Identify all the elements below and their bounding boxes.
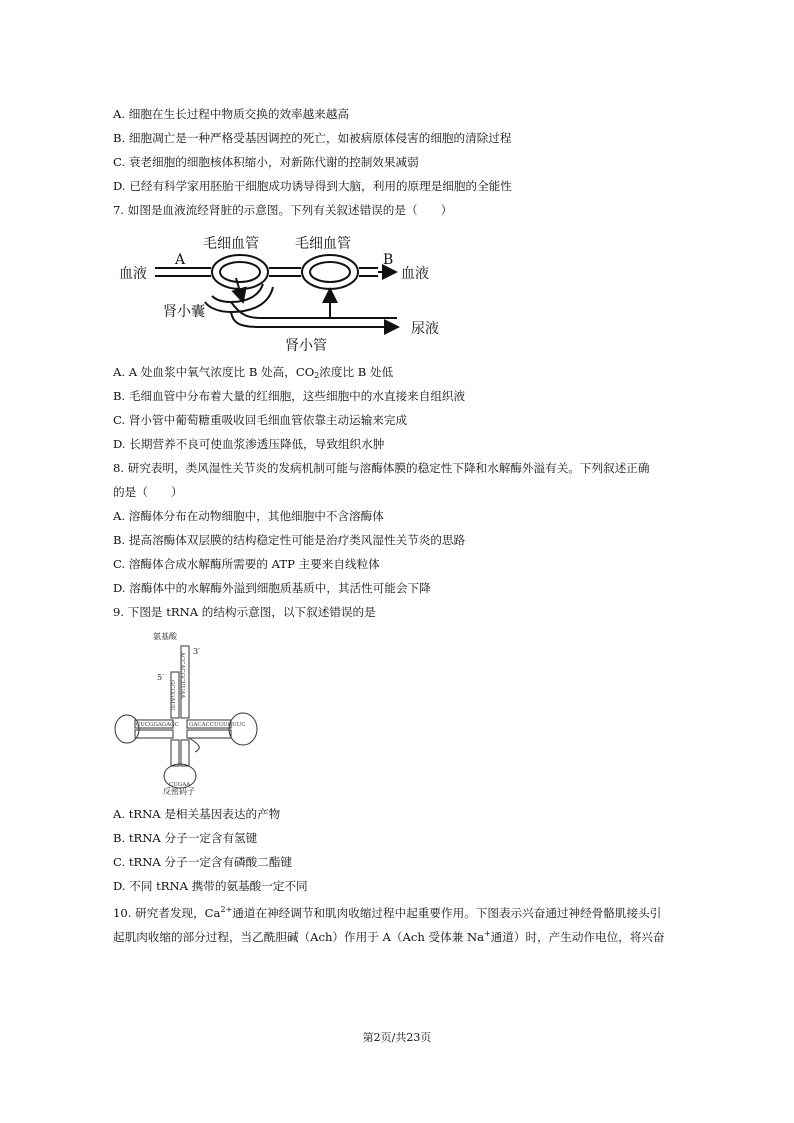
- d-loop-sequence: CUCGGAGAGC: [136, 722, 179, 728]
- amino-acid-label: 氨基酸: [153, 632, 177, 641]
- q7-option-c: C. 肾小管中葡萄糖重吸收回毛细血管依靠主动运输来完成: [113, 413, 408, 427]
- point-b-label: B: [383, 252, 394, 268]
- capillary-label-2: 毛细血管: [295, 236, 351, 252]
- anticodon-label: 反密码子: [163, 787, 195, 796]
- q7-stem: 7. 如图是血液流经肾脏的示意图。下列有关叙述错误的是（ ）: [113, 203, 453, 217]
- t-loop-sequence: GACACCUGUGUUC: [189, 722, 246, 728]
- q8-stem-line1: 8. 研究表明，类风湿性关节炎的发病机制可能与溶酶体膜的稳定性下降和水解酶外溢有关。下列叙述正确: [113, 461, 650, 475]
- blood-in-label: 血液: [119, 266, 147, 282]
- three-prime-label: 3′: [193, 647, 200, 656]
- kidney-blood-flow-diagram: [113, 232, 458, 358]
- q6-option-a: A. 细胞在生长过程中物质交换的效率越来越高: [113, 107, 350, 121]
- trna-structure-diagram: [113, 628, 271, 796]
- tubule-label: 肾小管: [285, 338, 327, 354]
- q9-option-d: D. 不同 tRNA 携带的氨基酸一定不同: [113, 879, 308, 893]
- q7-option-d: D. 长期营养不良可使血浆渗透压降低，导致组织水肿: [113, 437, 385, 451]
- urine-label: 尿液: [411, 321, 439, 337]
- q9-option-c: C. tRNA 分子一定含有磷酸二酯键: [113, 855, 292, 869]
- q10-stem-line1: 10. 研究者发现，$Ca^{2+}$通道在神经调节和肌肉收缩过程中起重要作用。下图表示兴奋通过神经骨骼肌接头引: [113, 905, 662, 920]
- point-a-label: A: [175, 252, 186, 268]
- q9-option-a: A. tRNA 是相关基因表达的产物: [113, 807, 281, 821]
- q8-option-b: B. 提高溶酶体双层膜的结构稳定性可能是治疗类风湿性关节炎的思路: [113, 533, 466, 547]
- q7-option-b: B. 毛细血管中分布着大量的红细胞，这些细胞中的水直接来自组织液: [113, 389, 466, 403]
- acceptor-5-sequence: GCGGAUU: [169, 680, 175, 711]
- five-prime-label: 5′: [157, 673, 164, 682]
- q9-stem: 9. 下图是 tRNA 的结构示意图，以下叙述错误的是: [113, 605, 376, 619]
- page-footer: 第2页/共23页: [362, 1031, 432, 1044]
- blood-out-label: 血液: [401, 266, 429, 282]
- q7-option-a: A. A 处血浆中氧气浓度比 B 处高，$CO_2$浓度比 B 处低: [113, 365, 394, 380]
- capillary-label-1: 毛细血管: [203, 236, 259, 252]
- q6-option-b: B. 细胞凋亡是一种严格受基因调控的死亡，如被病原体侵害的细胞的清除过程: [113, 131, 512, 145]
- acceptor-3-sequence: ACCACGCUUAA: [179, 652, 185, 699]
- q8-stem-line2: 的是（ ）: [113, 485, 183, 499]
- capsule-label: 肾小囊: [163, 304, 205, 320]
- q6-option-c: C. 衰老细胞的细胞核体积缩小，对新陈代谢的控制效果减弱: [113, 155, 419, 169]
- q8-option-a: A. 溶酶体分布在动物细胞中，其他细胞中不含溶酶体: [113, 509, 384, 523]
- q9-option-b: B. tRNA 分子一定含有氢键: [113, 831, 258, 845]
- q6-option-d: D. 已经有科学家用胚胎干细胞成功诱导得到大脑，利用的原理是细胞的全能性: [113, 179, 512, 193]
- q10-stem-line2: 起肌肉收缩的部分过程，当乙酰胆碱（Ach）作用于 A（Ach 受体兼 Na+通道）时，产生动作电位，将兴奋: [113, 929, 665, 944]
- q8-option-d: D. 溶酶体中的水解酶外溢到细胞质基质中，其活性可能会下降: [113, 581, 431, 595]
- anticodon-loop-sequence: CUGAA: [169, 782, 191, 788]
- q8-option-c: C. 溶酶体合成水解酶所需要的 ATP 主要来自线粒体: [113, 557, 380, 571]
